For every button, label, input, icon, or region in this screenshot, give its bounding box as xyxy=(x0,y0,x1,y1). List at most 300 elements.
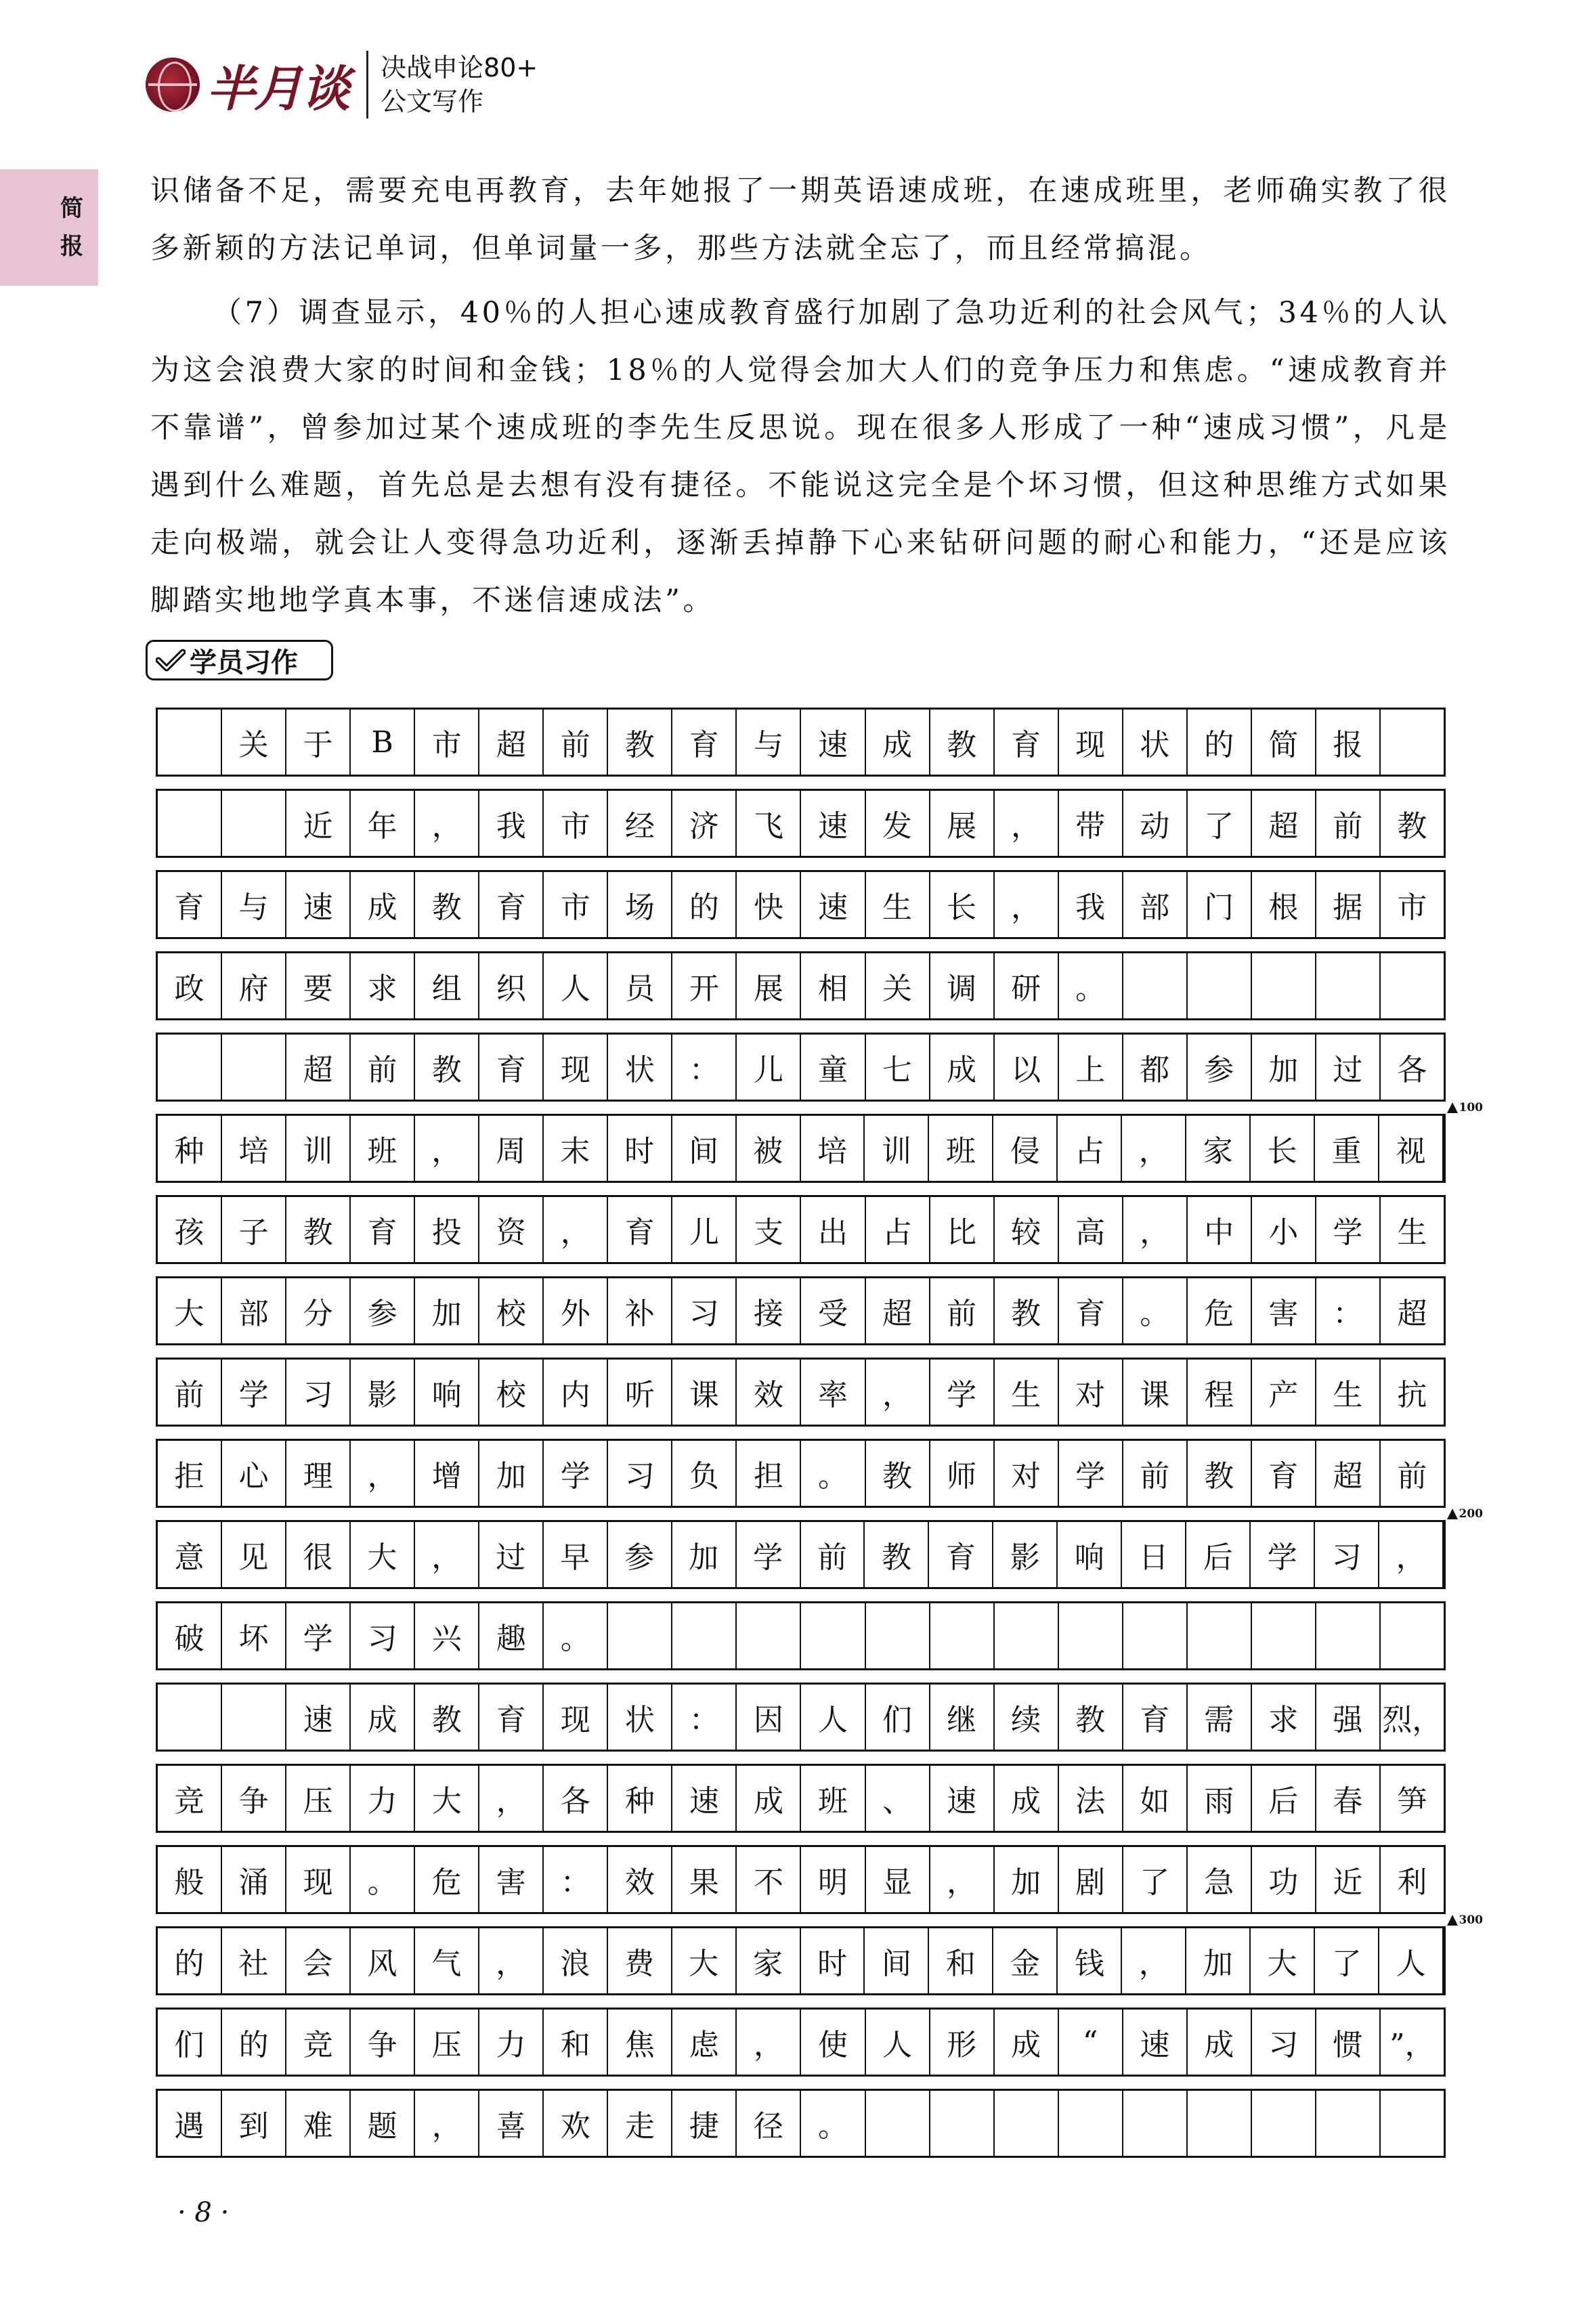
grid-cell: 速 xyxy=(801,872,865,937)
grid-cell: 视 xyxy=(1379,1116,1444,1181)
grid-cell: 。 xyxy=(351,1847,415,1912)
grid-cell: 的 xyxy=(672,872,737,937)
grid-row xyxy=(156,1358,1446,1427)
grid-cell: 气 xyxy=(415,1928,479,1993)
section-side-tab xyxy=(0,169,98,286)
grid-cell: 担 xyxy=(737,1441,801,1506)
grid-cell: 了 xyxy=(1315,1928,1379,1993)
grid-cell: 压 xyxy=(415,2010,479,2075)
grid-cell: 加 xyxy=(415,1278,479,1343)
grid-cell: 开 xyxy=(672,953,737,1018)
grid-cell: 分 xyxy=(286,1278,351,1343)
grid-cell: 各 xyxy=(1397,1053,1427,1087)
grid-cell: 教 xyxy=(1188,1441,1252,1506)
side-tab-char: 报 xyxy=(60,233,83,260)
grid-cell: 加 xyxy=(479,1441,544,1506)
grid-cell xyxy=(995,1603,1059,1668)
grid-cell: ， xyxy=(479,1766,544,1831)
grid-cell: 惯 xyxy=(1316,2010,1381,2075)
side-tab-char: 简 xyxy=(60,195,83,222)
grid-row xyxy=(156,1601,1446,1670)
grid-row xyxy=(156,1439,1446,1508)
grid-cell: 与 xyxy=(222,872,286,937)
grid-cell xyxy=(1188,953,1252,1018)
word-count-marker xyxy=(1447,1101,1484,1114)
grid-cell: 高 xyxy=(1059,1197,1123,1262)
grid-cell: 效 xyxy=(608,1847,672,1912)
grid-cell: 风 xyxy=(351,1928,415,1993)
grid-cell: 笋 xyxy=(1397,1784,1427,1819)
grid-cell: 前 xyxy=(544,710,608,775)
grid-cell: 人 xyxy=(544,953,608,1018)
grid-cell: 重 xyxy=(1315,1116,1379,1181)
grid-cell: 争 xyxy=(351,2010,415,2075)
grid-row xyxy=(156,1033,1446,1102)
grid-cell: 金 xyxy=(993,1928,1058,1993)
grid-cell: 市 xyxy=(415,710,479,775)
grid-cell: 市 xyxy=(544,872,608,937)
grid-cell: 习 xyxy=(608,1441,672,1506)
grid-cell: 、 xyxy=(866,1766,930,1831)
grid-cell: 师 xyxy=(930,1441,995,1506)
series-title-line-1: 决战申论80+ xyxy=(381,53,538,83)
grid-cell: 学 xyxy=(222,1360,286,1425)
grid-row xyxy=(156,1101,1483,1183)
grid-cell: 前 xyxy=(158,1360,222,1425)
grid-cell: 速 xyxy=(930,1766,995,1831)
grid-cell: 较 xyxy=(995,1197,1059,1262)
grid-cell: ， xyxy=(479,1928,544,1993)
grid-cell: 校 xyxy=(479,1278,544,1343)
grid-cell: ， xyxy=(1122,1928,1186,1993)
grid-cell: 育 xyxy=(1059,1278,1123,1343)
grid-cell: 费 xyxy=(608,1928,672,1993)
grid-cell: 教 xyxy=(866,1441,930,1506)
word-count-marker xyxy=(1447,1507,1484,1521)
grid-cell: 政 xyxy=(158,953,222,1018)
grid-row xyxy=(156,1276,1446,1345)
grid-cell: ， xyxy=(1123,1197,1188,1262)
brand-name: 半月谈 xyxy=(207,60,349,117)
grid-cell: 求 xyxy=(1252,1685,1316,1750)
grid-cell: 童 xyxy=(801,1035,865,1100)
grid-cell: 比 xyxy=(930,1197,995,1262)
grid-cell: 育 xyxy=(672,710,737,775)
grid-cell: 般 xyxy=(158,1847,222,1912)
grid-cell: 虑 xyxy=(672,2010,737,2075)
word-count-label: 300 xyxy=(1459,1913,1483,1927)
grid-cell: 前 xyxy=(801,1522,865,1587)
grid-cell: 趣 xyxy=(479,1603,544,1668)
grid-cell xyxy=(222,1035,286,1100)
grid-cell: 了 xyxy=(1123,1847,1188,1912)
grid-cell: 学 xyxy=(286,1603,351,1668)
grid-cell: 效 xyxy=(737,1360,801,1425)
grid-cell: ， xyxy=(1122,1116,1186,1181)
grid-cell: 教 xyxy=(865,1522,929,1587)
grid-cell: 教 xyxy=(1059,1685,1123,1750)
grid-cell: 和 xyxy=(929,1928,993,1993)
grid-cell: 训 xyxy=(865,1116,929,1181)
grid-cell: 于 xyxy=(286,710,351,775)
grid-cell: 种 xyxy=(158,1116,222,1181)
grid-cell: 班 xyxy=(801,1766,865,1831)
grid-cell: 产 xyxy=(1252,1360,1316,1425)
grid-row xyxy=(156,1195,1446,1264)
grid-cell: ， xyxy=(415,791,479,856)
grid-cell: ， xyxy=(415,1116,479,1181)
grid-cell: 成 xyxy=(930,1035,995,1100)
grid-cell: 市 xyxy=(1397,890,1427,925)
grid-cell: 不 xyxy=(737,1847,801,1912)
grid-cell: 前 xyxy=(1316,791,1381,856)
grid-cell: 径 xyxy=(737,2091,801,2156)
grid-cell xyxy=(222,1685,286,1750)
grid-cell: 参 xyxy=(608,1522,672,1587)
grid-cell: 展 xyxy=(930,791,995,856)
grid-cell: 速 xyxy=(672,1766,737,1831)
grid-cell: 大 xyxy=(351,1522,415,1587)
grid-cell: 速 xyxy=(1123,2010,1188,2075)
grid-cell: 负 xyxy=(672,1441,737,1506)
grid-cell: 资 xyxy=(479,1197,544,1262)
grid-row xyxy=(156,1507,1483,1589)
grid-cell xyxy=(608,1603,672,1668)
grid-cell: 速 xyxy=(801,791,865,856)
grid-cell: 出 xyxy=(801,1197,865,1262)
grid-cell: 我 xyxy=(1059,872,1123,937)
grid-cell: 续 xyxy=(995,1685,1059,1750)
grid-cell: 大 xyxy=(158,1278,222,1343)
grid-cell: 培 xyxy=(801,1116,865,1181)
grid-cell: 孩 xyxy=(158,1197,222,1262)
grid-cell: 见 xyxy=(222,1522,286,1587)
grid-cell xyxy=(930,1603,995,1668)
grid-cell xyxy=(1188,1603,1252,1668)
grid-cell: 末 xyxy=(544,1116,608,1181)
grid-cell: 状 xyxy=(608,1685,672,1750)
grid-cell xyxy=(1316,1603,1381,1668)
word-count-marker xyxy=(1447,1913,1484,1927)
grid-cell: 响 xyxy=(1058,1522,1122,1587)
grid-cell: 育 xyxy=(1123,1685,1188,1750)
grid-cell: 学 xyxy=(737,1522,801,1587)
grid-cell: 增 xyxy=(415,1441,479,1506)
grid-cell: 速 xyxy=(286,872,351,937)
word-count-label: 200 xyxy=(1459,1507,1483,1521)
grid-cell: 喜 xyxy=(479,2091,544,2156)
grid-cell: 浪 xyxy=(544,1928,608,1993)
grid-cell: 明 xyxy=(801,1847,865,1912)
grid-cell: 。 xyxy=(801,2091,865,2156)
grid-cell: 家 xyxy=(737,1928,801,1993)
grid-cell: 人 xyxy=(866,2010,930,2075)
grid-cell: 春 xyxy=(1316,1766,1381,1831)
grid-cell: 家 xyxy=(1186,1116,1251,1181)
grid-cell: 的 xyxy=(222,2010,286,2075)
grid-cell: 关 xyxy=(866,953,930,1018)
grid-cell: 烈， xyxy=(1382,1703,1442,1737)
grid-cell: 侵 xyxy=(993,1116,1058,1181)
grid-cell: 接 xyxy=(737,1278,801,1343)
grid-cell: 儿 xyxy=(737,1035,801,1100)
grid-cell: 成 xyxy=(351,872,415,937)
grid-cell: 成 xyxy=(995,1766,1059,1831)
grid-cell: 研 xyxy=(995,953,1059,1018)
grid-cell: 时 xyxy=(608,1116,672,1181)
grid-cell: 成 xyxy=(866,710,930,775)
grid-cell: 生 xyxy=(995,1360,1059,1425)
grid-cell: 场 xyxy=(608,872,672,937)
grid-cell: 发 xyxy=(866,791,930,856)
grid-cell: 习 xyxy=(672,1278,737,1343)
grid-cell: 显 xyxy=(866,1847,930,1912)
grid-cell: 教 xyxy=(1397,809,1427,844)
grid-cell: 现 xyxy=(544,1685,608,1750)
grid-cell xyxy=(1381,953,1444,1018)
grid-cell: 育 xyxy=(479,1035,544,1100)
grid-cell: 会 xyxy=(286,1928,351,1993)
grid-cell xyxy=(995,2091,1059,2156)
grid-cell: 大 xyxy=(672,1928,737,1993)
grid-cell: 简 xyxy=(1252,710,1316,775)
grid-cell xyxy=(801,1603,865,1668)
grid-cell: 以 xyxy=(995,1035,1059,1100)
grid-cell: 超 xyxy=(1252,791,1316,856)
series-title xyxy=(381,51,538,118)
grid-cell xyxy=(672,1603,737,1668)
grid-cell: ”， xyxy=(1389,2028,1435,2062)
grid-cell: 危 xyxy=(415,1847,479,1912)
grid-cell: 加 xyxy=(672,1522,737,1587)
grid-cell: 因 xyxy=(737,1685,801,1750)
grid-cell: 育 xyxy=(929,1522,993,1587)
grid-cell: 们 xyxy=(866,1685,930,1750)
grid-cell: 受 xyxy=(801,1278,865,1343)
grid-cell: 们 xyxy=(158,2010,222,2075)
brand-logo xyxy=(146,49,349,120)
grid-cell: 害 xyxy=(479,1847,544,1912)
grid-cell: 教 xyxy=(286,1197,351,1262)
grid-cell xyxy=(1123,953,1188,1018)
grid-cell: 学 xyxy=(544,1441,608,1506)
grid-cell: 状 xyxy=(608,1035,672,1100)
grid-cell: 听 xyxy=(608,1360,672,1425)
grid-cell: ： xyxy=(544,1847,608,1912)
grid-cell: 焦 xyxy=(608,2010,672,2075)
grid-cell: 害 xyxy=(1252,1278,1316,1343)
grid-cell: 上 xyxy=(1059,1035,1123,1100)
grid-cell: 很 xyxy=(286,1522,351,1587)
grid-cell: 拒 xyxy=(158,1441,222,1506)
grid-cell: 危 xyxy=(1188,1278,1252,1343)
grid-cell: 心 xyxy=(222,1441,286,1506)
grid-cell: 据 xyxy=(1316,872,1381,937)
grid-cell xyxy=(222,791,286,856)
grid-cell: ， xyxy=(1379,1522,1444,1587)
grid-cell: 破 xyxy=(158,1603,222,1668)
grid-cell: 法 xyxy=(1059,1766,1123,1831)
material-paragraph: 识储备不足，需要充电再教育，去年她报了一期英语速成班，在速成班里，老师确实教了很多新颖的方法记单词，但单词量一多，那些方法就全忘了，而且经常搞混。 xyxy=(150,174,1450,265)
grid-cell xyxy=(1381,1603,1444,1668)
grid-cell: 根 xyxy=(1252,872,1316,937)
grid-cell: 难 xyxy=(286,2091,351,2156)
grid-cell: 参 xyxy=(351,1278,415,1343)
grid-cell: 与 xyxy=(737,710,801,775)
grid-cell: 教 xyxy=(995,1278,1059,1343)
grid-cell: 。 xyxy=(1123,1278,1188,1343)
grid-cell: ： xyxy=(672,1685,737,1750)
grid-cell: 和 xyxy=(544,2010,608,2075)
grid-cell: 状 xyxy=(1123,710,1188,775)
grid-row xyxy=(156,1683,1446,1752)
grid-cell: 遇 xyxy=(158,2091,222,2156)
grid-cell: 关 xyxy=(222,710,286,775)
grid-cell: 占 xyxy=(866,1197,930,1262)
grid-cell: 钱 xyxy=(1058,1928,1122,1993)
grid-cell: 前 xyxy=(1397,1459,1427,1494)
badge-label: 学员习作 xyxy=(190,647,298,678)
grid-cell xyxy=(1252,1603,1316,1668)
grid-cell: 力 xyxy=(351,1766,415,1831)
grid-cell: 占 xyxy=(1058,1116,1122,1181)
grid-cell xyxy=(866,1603,930,1668)
grid-cell: 了 xyxy=(1188,791,1252,856)
grid-cell: 日 xyxy=(1122,1522,1186,1587)
grid-cell: 间 xyxy=(865,1928,929,1993)
grid-cell xyxy=(1123,1603,1188,1668)
grid-cell: 育 xyxy=(608,1197,672,1262)
grid-row xyxy=(156,951,1446,1020)
grid-cell: 补 xyxy=(608,1278,672,1343)
grid-cell: 早 xyxy=(544,1522,608,1587)
grid-cell: 校 xyxy=(479,1360,544,1425)
grid-cell: 班 xyxy=(929,1116,993,1181)
grid-cell: 要 xyxy=(286,953,351,1018)
grid-cell: 如 xyxy=(1123,1766,1188,1831)
grid-cell: 报 xyxy=(1316,710,1381,775)
grid-cell: 相 xyxy=(801,953,865,1018)
grid-cell: 育 xyxy=(995,710,1059,775)
grid-cell: 成 xyxy=(737,1766,801,1831)
grid-cell: 影 xyxy=(993,1522,1058,1587)
grid-cell: 前 xyxy=(351,1035,415,1100)
grid-cell: 抗 xyxy=(1397,1378,1427,1412)
grid-cell xyxy=(158,710,222,775)
grid-cell: 教 xyxy=(415,1685,479,1750)
header-divider xyxy=(366,51,368,118)
grid-cell: 成 xyxy=(351,1685,415,1750)
grid-cell: 调 xyxy=(930,953,995,1018)
grid-cell: 人 xyxy=(1379,1928,1444,1993)
check-icon xyxy=(156,647,186,674)
grid-cell: 济 xyxy=(672,791,737,856)
grid-cell: 育 xyxy=(158,872,222,937)
grid-cell: 间 xyxy=(672,1116,737,1181)
grid-cell: 近 xyxy=(286,791,351,856)
grid-cell: 雨 xyxy=(1188,1766,1252,1831)
grid-cell: 课 xyxy=(672,1360,737,1425)
grid-cell: 七 xyxy=(866,1035,930,1100)
grid-cell: 超 xyxy=(866,1278,930,1343)
grid-cell: 压 xyxy=(286,1766,351,1831)
grid-cell: 被 xyxy=(737,1116,801,1181)
grid-cell: 超 xyxy=(1397,1297,1427,1331)
grid-cell: 学 xyxy=(930,1360,995,1425)
grid-cell: 利 xyxy=(1397,1865,1427,1900)
grid-cell: 训 xyxy=(286,1116,351,1181)
grid-cell: 学 xyxy=(1316,1197,1381,1262)
grid-cell: 门 xyxy=(1188,872,1252,937)
grid-cell xyxy=(1059,1603,1123,1668)
grid-row xyxy=(156,708,1446,777)
grid-cell: 求 xyxy=(351,953,415,1018)
grid-cell: 坏 xyxy=(222,1603,286,1668)
grid-cell xyxy=(1381,2091,1444,2156)
grid-cell xyxy=(1059,2091,1123,2156)
grid-row xyxy=(156,2089,1446,2158)
grid-cell: 学 xyxy=(1059,1441,1123,1506)
grid-cell: 育 xyxy=(479,1685,544,1750)
grid-cell xyxy=(1123,2091,1188,2156)
grid-cell: 现 xyxy=(544,1035,608,1100)
grid-cell xyxy=(1316,953,1381,1018)
grid-cell: 育 xyxy=(479,872,544,937)
grid-cell: 现 xyxy=(286,1847,351,1912)
grid-cell: 继 xyxy=(930,1685,995,1750)
grid-row xyxy=(156,1845,1446,1914)
grid-cell: 大 xyxy=(415,1766,479,1831)
grid-cell: 组 xyxy=(415,953,479,1018)
grid-cell: 对 xyxy=(995,1441,1059,1506)
grid-cell xyxy=(1381,710,1444,775)
grid-cell: 投 xyxy=(415,1197,479,1262)
grid-cell: 社 xyxy=(222,1928,286,1993)
grid-cell: 学 xyxy=(1251,1522,1315,1587)
word-count-label: 100 xyxy=(1459,1101,1483,1114)
grid-row xyxy=(156,1764,1446,1833)
grid-cell: 前 xyxy=(1123,1441,1188,1506)
grid-cell: 后 xyxy=(1252,1766,1316,1831)
grid-cell: 题 xyxy=(351,2091,415,2156)
grid-cell: 竞 xyxy=(158,1766,222,1831)
grid-cell: 形 xyxy=(930,2010,995,2075)
grid-cell: 涌 xyxy=(222,1847,286,1912)
grid-cell: 成 xyxy=(1188,2010,1252,2075)
grid-cell: 果 xyxy=(672,1847,737,1912)
grid-cell: 理 xyxy=(286,1441,351,1506)
essay-grid xyxy=(156,708,1483,2170)
grid-row xyxy=(156,789,1446,858)
grid-cell: 中 xyxy=(1188,1197,1252,1262)
grid-cell: 我 xyxy=(479,791,544,856)
student-essay-badge xyxy=(146,640,333,680)
grid-cell: 的 xyxy=(1188,710,1252,775)
grid-cell: 府 xyxy=(222,953,286,1018)
grid-cell: ， xyxy=(737,2010,801,2075)
grid-cell: 小 xyxy=(1252,1197,1316,1262)
grid-cell: 近 xyxy=(1316,1847,1381,1912)
grid-cell: ， xyxy=(930,1847,995,1912)
grid-cell: ： xyxy=(672,1035,737,1100)
grid-cell: 展 xyxy=(737,953,801,1018)
page-number: · 8 · xyxy=(177,2197,230,2228)
grid-cell: 生 xyxy=(1316,1360,1381,1425)
grid-cell: 速 xyxy=(801,710,865,775)
grid-cell xyxy=(1188,2091,1252,2156)
grid-cell: 强 xyxy=(1316,1685,1381,1750)
grid-cell xyxy=(158,791,222,856)
